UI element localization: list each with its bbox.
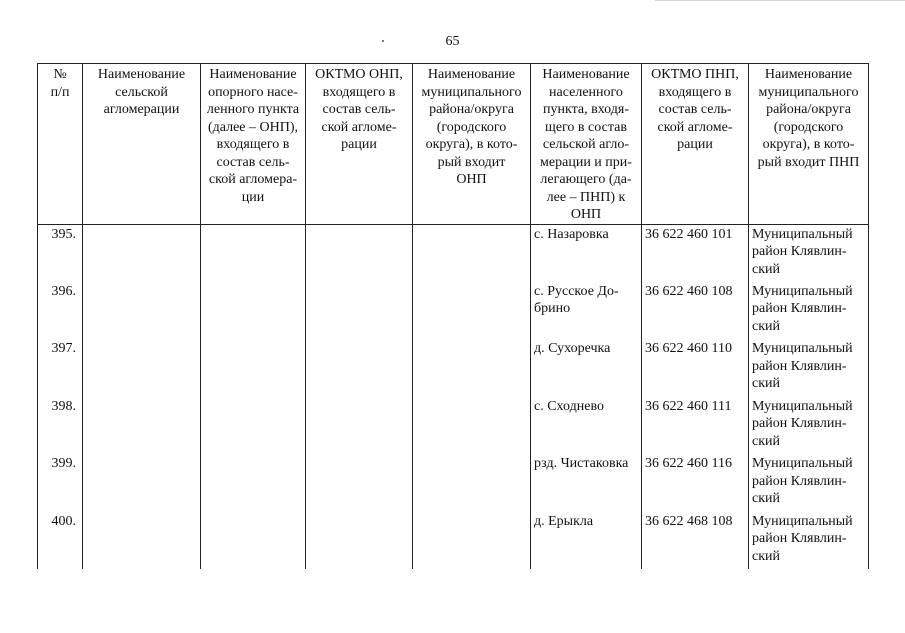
cell-pnp-oktmo [642,224,749,282]
header-label: ОКТМО ОНП, входящего в состав сель- ской агломе- рации [315,67,403,152]
pnp-name-text: д. Ерыкла [534,513,594,529]
cell-onp-oktmo [306,224,413,282]
cell-number: 397. [38,339,83,397]
cell-pnp-oktmo [642,512,749,570]
header-agglomeration [83,64,201,225]
header-label: Наименование сельской агломерации [97,67,186,117]
header-onp-name [201,64,306,225]
table-row [38,224,869,282]
cell-onp-oktmo [306,454,413,512]
cell-onp-oktmo [306,282,413,340]
header-label: Наименование муниципального района/округа (городского округа), в кото- рый входит ОНП [421,67,522,187]
cell-pnp-district [749,339,869,397]
cell-pnp-name [531,339,642,397]
pnp-district-text: Муниципальный район Клявлин- ский [752,226,853,277]
pnp-district-text: Муниципальный район Клявлин- ский [752,398,853,449]
cell-pnp-oktmo [642,339,749,397]
pnp-oktmo-text: 36 622 460 108 [645,283,733,299]
cell-pnp-district [749,224,869,282]
table-row [38,282,869,340]
cell-onp-district [413,397,531,455]
cell-onp-district [413,512,531,570]
pnp-name-text: д. Сухоречка [534,341,611,356]
pnp-district-text: Муниципальный район Клявлин- ский [752,341,853,391]
cell-pnp-district [749,512,869,570]
cell-onp-name [201,454,306,512]
pnp-district-text: Муниципальный район Клявлин- ский [752,513,853,564]
table-row [38,454,869,512]
header-label: № п/п [50,67,70,100]
cell-agglomeration [83,397,201,455]
cell-onp-name [201,282,306,340]
pnp-name-text: с. Сходнево [534,398,604,414]
table-row [38,397,869,455]
header-label: ОКТМО ПНП, входящего в состав сель- ской агломе- рации [651,67,739,152]
cell-onp-oktmo [306,397,413,455]
pnp-district-text: Муниципальный район Клявлин- ский [752,456,853,506]
header-number [38,64,83,225]
cell-onp-district [413,224,531,282]
cell-number: 400. [38,512,83,570]
pnp-name-text: с. Назаровка [534,226,609,242]
header-label: Наименование населенного пункта, входя- щего в состав сельской агло- мерации и при- легающего (да- лее – ПНП) к ОНП [540,67,632,222]
cell-pnp-name [531,512,642,570]
cell-onp-district [413,454,531,512]
scan-edge-line [655,0,905,3]
cell-agglomeration [83,512,201,570]
cell-onp-oktmo [306,339,413,397]
page-number: 65 [445,34,460,49]
cell-pnp-district [749,282,869,340]
cell-onp-name [201,397,306,455]
header-onp-district [413,64,531,225]
cell-pnp-oktmo [642,282,749,340]
header-pnp-name [531,64,642,225]
cell-onp-oktmo [306,512,413,570]
header-pnp-oktmo [642,64,749,225]
cell-pnp-name [531,397,642,455]
cell-agglomeration [83,224,201,282]
cell-onp-name [201,339,306,397]
pnp-name-text: с. Русское До- брино [534,283,619,316]
cell-pnp-name [531,454,642,512]
cell-pnp-oktmo [642,397,749,455]
cell-number: 398. [38,397,83,455]
pnp-oktmo-text: 36 622 468 108 [645,513,733,529]
cell-pnp-oktmo [642,454,749,512]
pnp-oktmo-text: 36 622 460 101 [645,226,733,242]
pnp-name-text: рзд. Чистаковка [534,456,629,471]
cell-agglomeration [83,282,201,340]
header-pnp-district [749,64,869,225]
cell-number: 395. [38,224,83,282]
cell-onp-district [413,282,531,340]
pnp-oktmo-text: 36 622 460 110 [645,341,732,356]
cell-onp-district [413,339,531,397]
cell-pnp-name [531,224,642,282]
table-row [38,512,869,570]
cell-pnp-district [749,397,869,455]
pnp-district-text: Муниципальный район Клявлин- ский [752,283,853,334]
header-label: Наименование опорного насе- ленного пункта (далее – ОНП), входящего в состав сель- ской агломера- ции [206,67,300,205]
agglomeration-table [37,63,869,569]
table-row [38,339,869,397]
header-onp-oktmo [306,64,413,225]
header-label: Наименование муниципального района/округа (городского округа), в кото- рый входит ПНП [757,67,860,170]
table-header-row [38,64,869,225]
pnp-oktmo-text: 36 622 460 116 [645,456,732,471]
cell-pnp-name [531,282,642,340]
pnp-oktmo-text: 36 622 460 111 [645,398,732,414]
cell-number: 399. [38,454,83,512]
cell-number: 396. [38,282,83,340]
cell-onp-name [201,512,306,570]
cell-agglomeration [83,454,201,512]
cell-pnp-district [749,454,869,512]
cell-onp-name [201,224,306,282]
cell-agglomeration [83,339,201,397]
